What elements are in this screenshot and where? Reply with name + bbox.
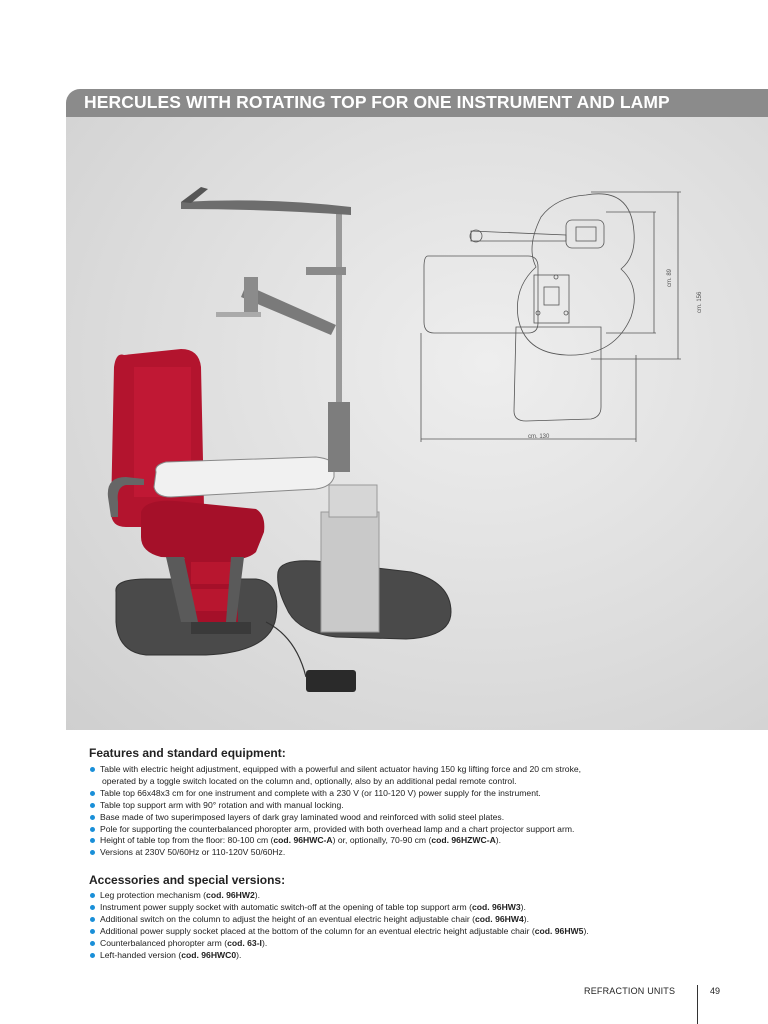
page-number: 49 — [710, 986, 721, 996]
list-item: Table with electric height adjustment, equipped with a powerful and silent actuator having 150 kg lifting force and 20 cm stroke, — [89, 764, 689, 776]
list-item: Pole for supporting the counterbalanced phoropter arm, provided with both overhead lamp and a chart projector support arm. — [89, 824, 689, 836]
phoropter-arm — [216, 267, 346, 335]
list-item: Base made of two superimposed layers of dark gray laminated wood and reinforced with solid steel plates. — [89, 812, 689, 824]
list-item: Counterbalanced phoropter arm (cod. 63-I). — [89, 938, 689, 950]
dimension-label-130: cm. 130 — [528, 434, 550, 440]
list-item: Left-handed version (cod. 96HWC0). — [89, 950, 689, 962]
bullet-icon — [90, 838, 95, 843]
phoropter-pole — [336, 212, 342, 407]
footer-divider — [697, 985, 698, 1024]
table-column — [321, 512, 379, 632]
product-photo — [66, 117, 768, 730]
bullet-icon — [90, 803, 95, 808]
bullet-icon — [90, 815, 95, 820]
list-item: Table top 66x48x3 cm for one instrument and complete with a 230 V (or 110-120 V) power supply for the instrument. — [89, 788, 689, 800]
title-bar — [66, 89, 768, 117]
accessories-heading: Accessories and special versions: — [89, 873, 286, 887]
accessories-list — [89, 890, 689, 961]
bullet-icon — [90, 827, 95, 832]
bullet-icon — [90, 917, 95, 922]
list-item: Height of table top from the floor: 80-100 cm (cod. 96HWC-A) or, optionally, 70-90 cm (cod. 96HZWC-A). — [89, 835, 689, 847]
list-item: Leg protection mechanism (cod. 96HW2). — [89, 890, 689, 902]
list-item: Versions at 230V 50/60Hz or 110-120V 50/60Hz. — [89, 847, 689, 859]
bullet-icon — [90, 893, 95, 898]
bullet-icon — [90, 850, 95, 855]
dimension-label-156: cm. 156 — [697, 291, 703, 313]
bullet-icon — [90, 791, 95, 796]
bullet-icon — [90, 767, 95, 772]
foot-pedal — [306, 670, 356, 692]
dimension-label-89: cm. 89 — [667, 268, 673, 287]
technical-drawing — [421, 192, 681, 442]
list-item: operated by a toggle switch located on the column and, optionally, also by an additional pedal remote control. — [102, 775, 517, 786]
list-item: Table top support arm with 90° rotation and with manual locking. — [89, 800, 689, 812]
footer-section-label: REFRACTION UNITS — [584, 986, 676, 996]
list-item: Instrument power supply socket with automatic switch-off at the opening of table top support arm (cod. 96HW3). — [89, 902, 689, 914]
bullet-icon — [90, 929, 95, 934]
features-heading: Features and standard equipment: — [89, 746, 286, 760]
bullet-icon — [90, 905, 95, 910]
bullet-icon — [90, 941, 95, 946]
table-top — [154, 457, 334, 497]
product-illustration — [66, 117, 768, 730]
page-title: HERCULES WITH ROTATING TOP FOR ONE INSTRUMENT AND LAMP — [84, 92, 670, 112]
list-item: Additional switch on the column to adjust the height of an eventual electric height adjustable chair (cod. 96HW4). — [89, 914, 689, 926]
bullet-icon — [90, 953, 95, 958]
features-list — [89, 764, 689, 859]
list-item: Additional power supply socket placed at the bottom of the column for an eventual electric height adjustable chair (cod. 96HW5). — [89, 926, 689, 938]
